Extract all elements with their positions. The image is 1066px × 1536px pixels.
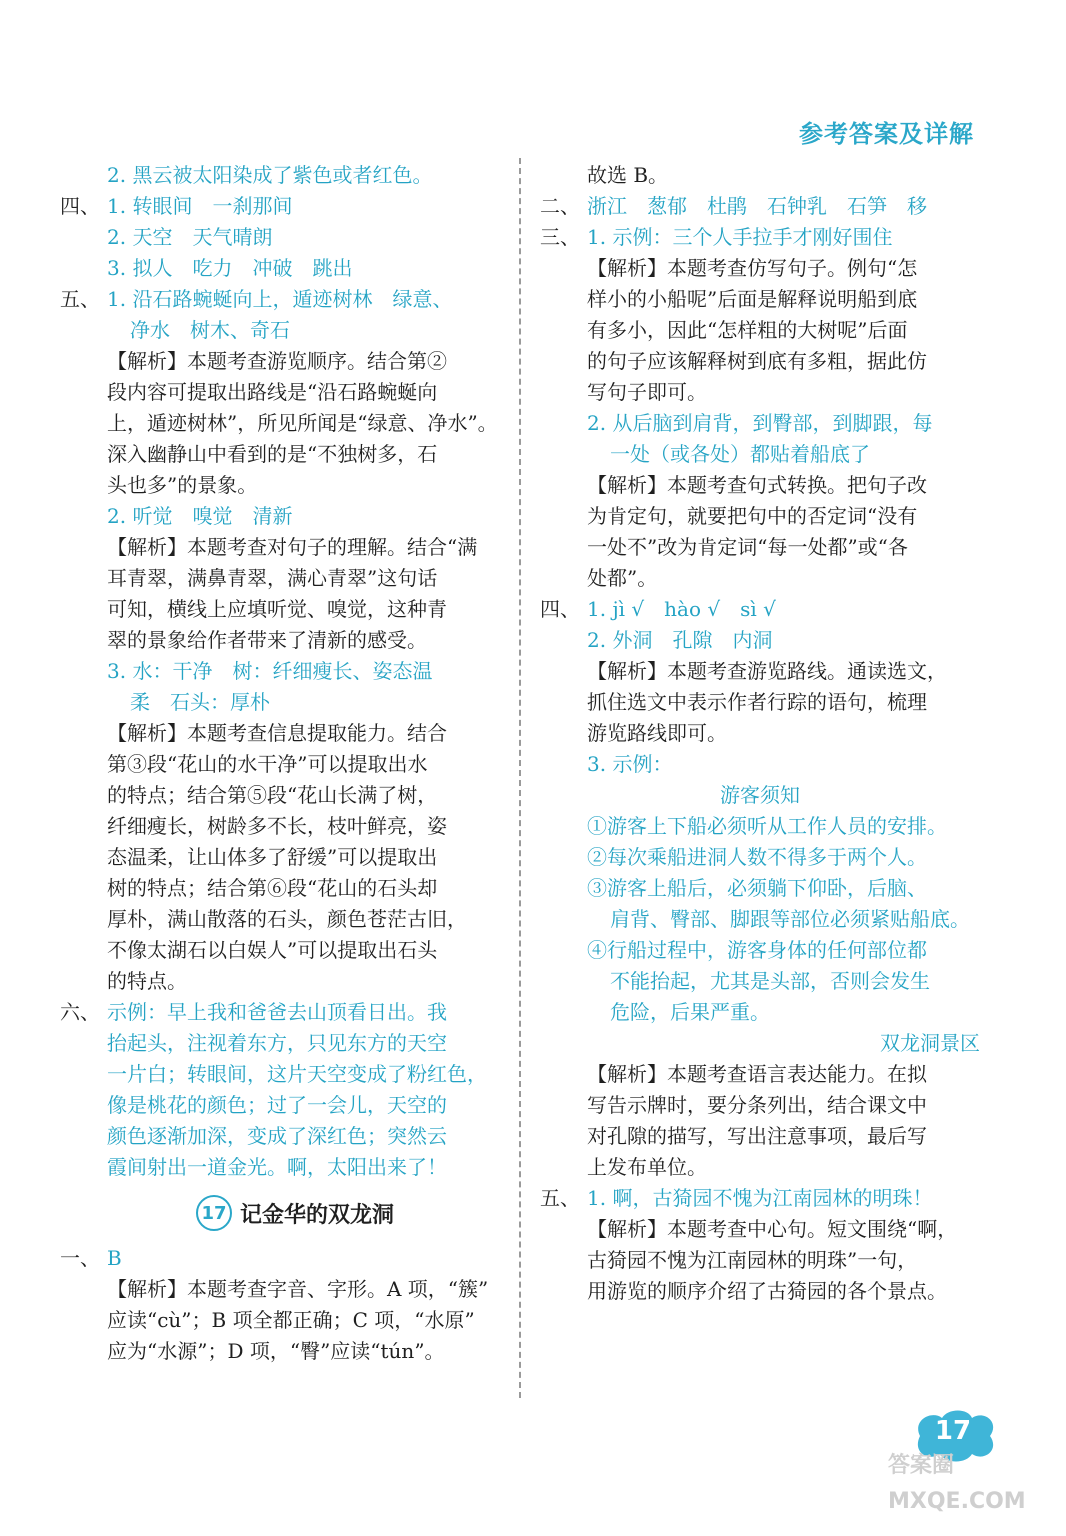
line-text: 2. 黑云被太阳染成了紫色或者红色。 xyxy=(107,163,433,187)
line-text: 上，遁迹树林”，所见所闻是“绿意、净水”。 xyxy=(107,411,498,435)
header-title: 参考答案及详解 xyxy=(799,120,974,148)
line-text: 的句子应该解释树到底有多粗，据此仿 xyxy=(587,349,927,373)
line-text: ④行船过程中，游客身体的任何部位都 xyxy=(587,938,927,962)
line-text: 3. 水：干净 树：纤细瘦长、姿态温 xyxy=(107,659,433,683)
answer-line xyxy=(60,780,500,811)
answer-line xyxy=(60,1243,500,1274)
answer-line xyxy=(540,749,980,780)
answer-line xyxy=(540,594,980,625)
line-text: 净水 树木、奇石 xyxy=(130,318,290,342)
line-text: 【解析】本题考查游览路线。通读选文， xyxy=(587,659,947,683)
line-text: 【解析】本题考查信息提取能力。结合 xyxy=(107,721,447,745)
question-number: 五、 xyxy=(60,287,100,311)
line-text: 颜色逐渐加深，变成了深红色；突然云 xyxy=(107,1124,447,1148)
answer-line xyxy=(60,594,500,625)
answer-line xyxy=(60,1121,500,1152)
answer-line xyxy=(60,160,500,191)
answer-line xyxy=(540,439,980,470)
answer-line xyxy=(60,935,500,966)
lesson-title: 记金华的双龙洞 xyxy=(239,1202,394,1228)
answer-line xyxy=(540,284,980,315)
line-text: 厚朴，满山散落的石头，颜色苍茫古旧， xyxy=(107,907,467,931)
line-text: 危险，后果严重。 xyxy=(610,1000,770,1024)
line-text: 游客须知 xyxy=(720,783,800,807)
answer-line xyxy=(540,1245,980,1276)
answer-line xyxy=(540,1028,980,1059)
answer-line xyxy=(60,253,500,284)
answer-line xyxy=(60,718,500,749)
left-column xyxy=(60,160,500,1367)
left-column-lines-after xyxy=(60,1243,500,1367)
answer-line xyxy=(60,1028,500,1059)
line-text: ③游客上船后，必须躺下仰卧，后脑、 xyxy=(587,876,927,900)
line-text: 3. 拟人 吃力 冲破 跳出 xyxy=(107,256,353,280)
answer-line xyxy=(60,501,500,532)
line-text: 肩背、臀部、脚跟等部位必须紧贴船底。 xyxy=(610,907,970,931)
answer-line xyxy=(540,346,980,377)
line-text: B xyxy=(107,1246,122,1270)
answer-line xyxy=(60,687,500,718)
line-text: 【解析】本题考查中心句。短文围绕“啊， xyxy=(587,1217,958,1241)
line-text: 写句子即可。 xyxy=(587,380,707,404)
line-text: 2. 外洞 孔隙 内洞 xyxy=(587,628,773,652)
line-text: 3. 示例： xyxy=(587,752,673,776)
question-number: 六、 xyxy=(60,1000,100,1024)
line-text: 抓住选文中表示作者行踪的语句，梳理 xyxy=(587,690,927,714)
line-text: 游览路线即可。 xyxy=(587,721,727,745)
line-text: 应为“水源”；D 项，“臀”应读“tún”。 xyxy=(107,1339,445,1363)
line-text: ②每次乘船进洞人数不得多于两个人。 xyxy=(587,845,927,869)
line-text: 双龙洞景区 xyxy=(880,1031,980,1055)
answer-line xyxy=(60,1152,500,1183)
answer-line xyxy=(540,501,980,532)
line-text: ①游客上下船必须听从工作人员的安排。 xyxy=(587,814,947,838)
answer-line xyxy=(540,718,980,749)
answer-line xyxy=(60,346,500,377)
line-text: 的特点；结合第⑤段“花山长满了树， xyxy=(107,783,438,807)
line-text: 对孔隙的描写，写出注意事项，最后写 xyxy=(587,1124,927,1148)
line-text: 2. 天空 天气晴朗 xyxy=(107,225,273,249)
line-text: 1. 啊，古猗园不愧为江南园林的明珠！ xyxy=(587,1186,933,1210)
line-text: 头也多”的景象。 xyxy=(107,473,258,497)
answer-line xyxy=(540,315,980,346)
line-text: 像是桃花的颜色；过了一会儿，天空的 xyxy=(107,1093,447,1117)
watermark-logo xyxy=(888,1448,1026,1520)
line-text: 一片白；转眼间，这片天空变成了粉红色， xyxy=(107,1062,487,1086)
answer-line xyxy=(60,470,500,501)
answer-line xyxy=(540,1090,980,1121)
right-column xyxy=(540,160,980,1307)
line-text: 写告示牌时，要分条列出，结合课文中 xyxy=(587,1093,927,1117)
answer-line xyxy=(60,408,500,439)
line-text: 上发布单位。 xyxy=(587,1155,707,1179)
answer-line xyxy=(60,749,500,780)
answer-line xyxy=(60,377,500,408)
answer-line xyxy=(60,1059,500,1090)
answer-line xyxy=(540,1121,980,1152)
line-text: 1. 沿石路蜿蜒向上，遁迹树林 绿意、 xyxy=(107,287,453,311)
line-text: 柔 石头：厚朴 xyxy=(130,690,270,714)
answer-line xyxy=(540,904,980,935)
answer-line xyxy=(60,966,500,997)
line-text: 【解析】本题考查对句子的理解。结合“满 xyxy=(107,535,478,559)
line-text: 翠的景象给作者带来了清新的感受。 xyxy=(107,628,427,652)
answer-line xyxy=(540,253,980,284)
answer-line xyxy=(60,811,500,842)
question-number: 四、 xyxy=(540,597,580,621)
answer-line xyxy=(60,1274,500,1305)
answer-line xyxy=(60,1336,500,1367)
answer-line xyxy=(540,563,980,594)
answer-line xyxy=(540,1276,980,1307)
question-number: 三、 xyxy=(540,225,580,249)
answer-line xyxy=(540,408,980,439)
answer-line xyxy=(60,873,500,904)
lesson-number-badge: 17 xyxy=(196,1195,232,1231)
line-text: 故选 B。 xyxy=(587,163,669,187)
answer-line xyxy=(540,377,980,408)
line-text: 为肯定句，就要把句中的否定词“没有 xyxy=(587,504,918,528)
line-text: 的特点。 xyxy=(107,969,187,993)
line-text: 【解析】本题考查句式转换。把句子改 xyxy=(587,473,927,497)
line-text: 一处（或各处）都贴着船底了 xyxy=(610,442,870,466)
answer-line xyxy=(540,687,980,718)
watermark-line-2: MXQE.COM xyxy=(888,1489,1026,1514)
line-text: 【解析】本题考查仿写句子。例句“怎 xyxy=(587,256,918,280)
line-text: 用游览的顺序介绍了古猗园的各个景点。 xyxy=(587,1279,947,1303)
answer-line xyxy=(540,1214,980,1245)
answer-line xyxy=(60,1090,500,1121)
watermark-line-1: 答案圈 xyxy=(888,1453,955,1478)
line-text: 耳青翠，满鼻青翠，满心青翠”这句话 xyxy=(107,566,438,590)
left-column-lines xyxy=(60,160,500,1183)
line-text: 2. 听觉 嗅觉 清新 xyxy=(107,504,293,528)
column-divider xyxy=(519,158,521,1398)
answer-line xyxy=(540,873,980,904)
answer-line xyxy=(540,997,980,1028)
answer-line xyxy=(540,222,980,253)
answer-line xyxy=(540,191,980,222)
answer-line xyxy=(540,1059,980,1090)
line-text: 抬起头，注视着东方，只见东方的天空 xyxy=(107,1031,447,1055)
answer-line xyxy=(540,1152,980,1183)
answer-line xyxy=(540,966,980,997)
answer-line xyxy=(60,439,500,470)
line-text: 处都”。 xyxy=(587,566,658,590)
line-text: 一处不”改为肯定词“每一处都”或“各 xyxy=(587,535,908,559)
line-text: 【解析】本题考查游览顺序。结合第② xyxy=(107,349,447,373)
answer-line xyxy=(540,1183,980,1214)
answer-line xyxy=(60,532,500,563)
answer-line xyxy=(60,315,500,346)
line-text: 【解析】本题考查字音、字形。A 项，“簇” xyxy=(107,1277,489,1301)
answer-line xyxy=(540,532,980,563)
line-text: 1. 转眼间 一刹那间 xyxy=(107,194,293,218)
answer-line xyxy=(60,191,500,222)
line-text: 1. jì √ hào √ sì √ xyxy=(587,597,776,621)
answer-line xyxy=(540,160,980,191)
line-text: 古猗园不愧为江南园林的明珠”一句， xyxy=(587,1248,918,1272)
answer-line xyxy=(60,904,500,935)
answer-line xyxy=(540,842,980,873)
answer-line xyxy=(60,625,500,656)
line-text: 深入幽静山中看到的是“不独树多，石 xyxy=(107,442,438,466)
question-number: 一、 xyxy=(60,1246,100,1270)
question-number: 二、 xyxy=(540,194,580,218)
question-number: 四、 xyxy=(60,194,100,218)
line-text: 示例：早上我和爸爸去山顶看日出。我 xyxy=(107,1000,447,1024)
line-text: 纤细瘦长，树龄多不长，枝叶鲜亮，姿 xyxy=(107,814,447,838)
answer-line xyxy=(540,625,980,656)
answer-line xyxy=(60,656,500,687)
line-text: 树的特点；结合第⑥段“花山的石头却 xyxy=(107,876,438,900)
answer-line xyxy=(540,656,980,687)
right-column-lines xyxy=(540,160,980,1307)
line-text: 2. 从后脑到肩背，到臀部，到脚跟，每 xyxy=(587,411,933,435)
answer-line xyxy=(540,780,980,811)
line-text: 霞间射出一道金光。啊，太阳出来了！ xyxy=(107,1155,447,1179)
answer-line xyxy=(540,811,980,842)
line-text: 1. 示例：三个人手拉手才刚好围住 xyxy=(587,225,893,249)
line-text: 应读“cù”；B 项全都正确；C 项，“水原” xyxy=(107,1308,475,1332)
answer-line xyxy=(540,470,980,501)
line-text: 态温柔，让山体多了舒缓”可以提取出 xyxy=(107,845,438,869)
answer-line xyxy=(60,222,500,253)
line-text: 可知，横线上应填听觉、嗅觉，这种青 xyxy=(107,597,447,621)
line-text: 第③段“花山的水干净”可以提取出水 xyxy=(107,752,428,776)
lesson-heading xyxy=(60,1183,500,1243)
line-text: 【解析】本题考查语言表达能力。在拟 xyxy=(587,1062,927,1086)
line-text: 浙江 葱郁 杜鹃 石钟乳 石笋 移 xyxy=(587,194,927,218)
line-text: 不能抬起，尤其是头部，否则会发生 xyxy=(610,969,930,993)
answer-line xyxy=(60,1305,500,1336)
answer-line xyxy=(540,935,980,966)
line-text: 样小的小船呢”后面是解释说明船到底 xyxy=(587,287,918,311)
answer-line xyxy=(60,563,500,594)
line-text: 段内容可提取出路线是“沿石路蜿蜒向 xyxy=(107,380,438,404)
answer-line xyxy=(60,842,500,873)
answer-line xyxy=(60,997,500,1028)
page-number: 17 xyxy=(934,1416,972,1446)
answer-line xyxy=(60,284,500,315)
line-text: 不像太湖石以白娱人”可以提取出石头 xyxy=(107,938,438,962)
question-number: 五、 xyxy=(540,1186,580,1210)
line-text: 有多小，因此“怎样粗的大树呢”后面 xyxy=(587,318,908,342)
